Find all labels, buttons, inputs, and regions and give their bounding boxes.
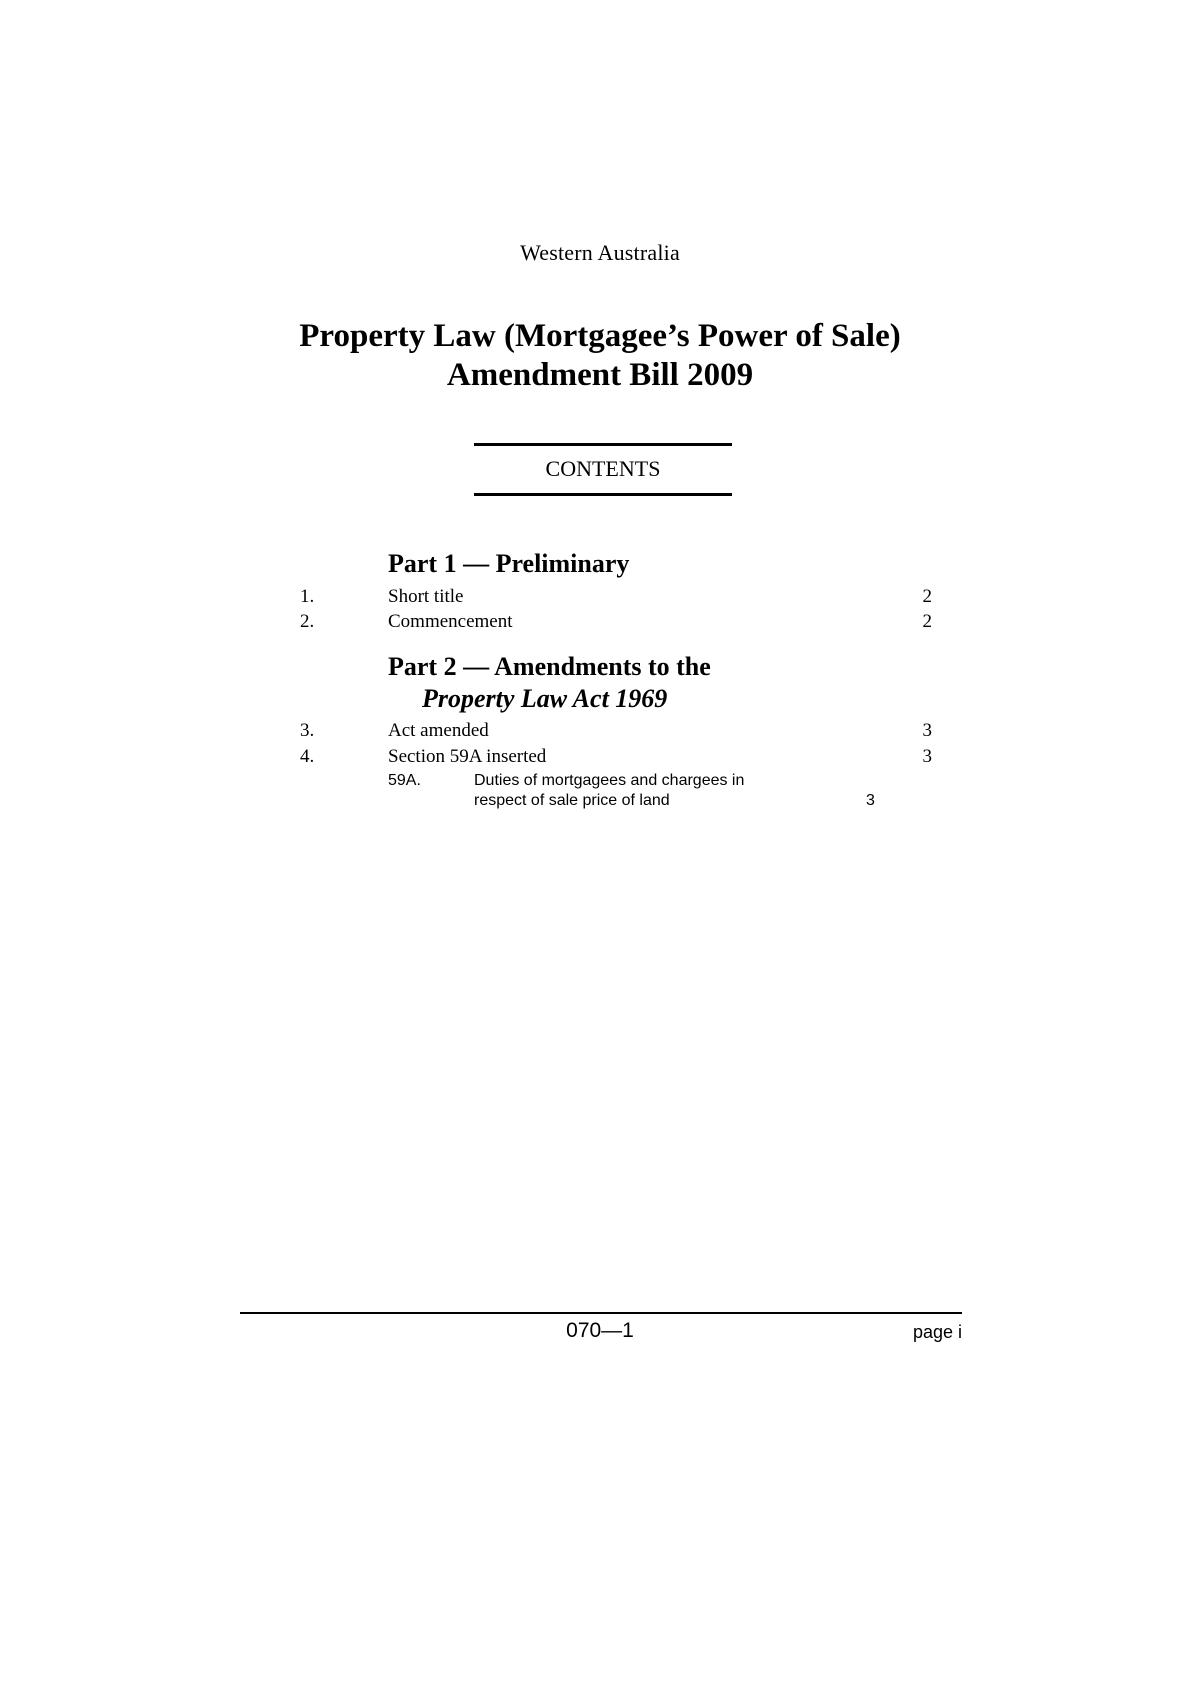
- part-1-heading: [388, 548, 629, 580]
- toc-entry-3[interactable]: [300, 720, 932, 746]
- toc-title[interactable]: Commencement: [388, 611, 513, 632]
- toc-page: 2: [922, 611, 932, 632]
- part-subheading: Property Law Act 1969: [422, 684, 668, 713]
- bill-title-line-1: Property Law (Mortgagee’s Power of Sale): [299, 318, 901, 354]
- footer-rule: [240, 1312, 962, 1314]
- part-2-heading: [388, 651, 711, 715]
- contents-bottom-rule: [474, 493, 732, 496]
- part-heading-text: Part 1 — Preliminary: [388, 549, 630, 578]
- toc-page: 3: [922, 746, 932, 767]
- toc-title[interactable]: Short title: [388, 586, 464, 607]
- toc-entry-2[interactable]: [300, 611, 932, 637]
- jurisdiction: Western Australia: [520, 240, 680, 265]
- contents-top-rule: [474, 443, 732, 446]
- inserted-section-title[interactable]: Duties of mortgagees and chargees in respect of sale price of land: [474, 772, 745, 809]
- toc-entry-4[interactable]: [300, 746, 932, 772]
- toc-number: 3.: [300, 720, 315, 741]
- toc-entry-1[interactable]: [300, 586, 932, 612]
- bill-title-line-2: Amendment Bill 2009: [446, 357, 754, 393]
- toc-number: 2.: [300, 611, 315, 632]
- toc-number: 4.: [300, 746, 315, 767]
- bill-number: 070—1: [566, 1319, 634, 1342]
- toc-page: 2: [922, 586, 932, 607]
- toc-page: 3: [922, 720, 932, 741]
- page-number: page i: [912, 1322, 962, 1342]
- toc-title[interactable]: Section 59A inserted: [388, 746, 547, 767]
- inserted-section-page: 3: [866, 792, 875, 809]
- bill-title: [0, 317, 1200, 395]
- toc-title[interactable]: Act amended: [388, 720, 489, 741]
- part-heading-text: Part 2 — Amendments to the: [388, 652, 711, 681]
- inserted-section-number: 59A.: [388, 772, 421, 789]
- toc-number: 1.: [300, 586, 315, 607]
- contents-heading: CONTENTS: [545, 456, 661, 481]
